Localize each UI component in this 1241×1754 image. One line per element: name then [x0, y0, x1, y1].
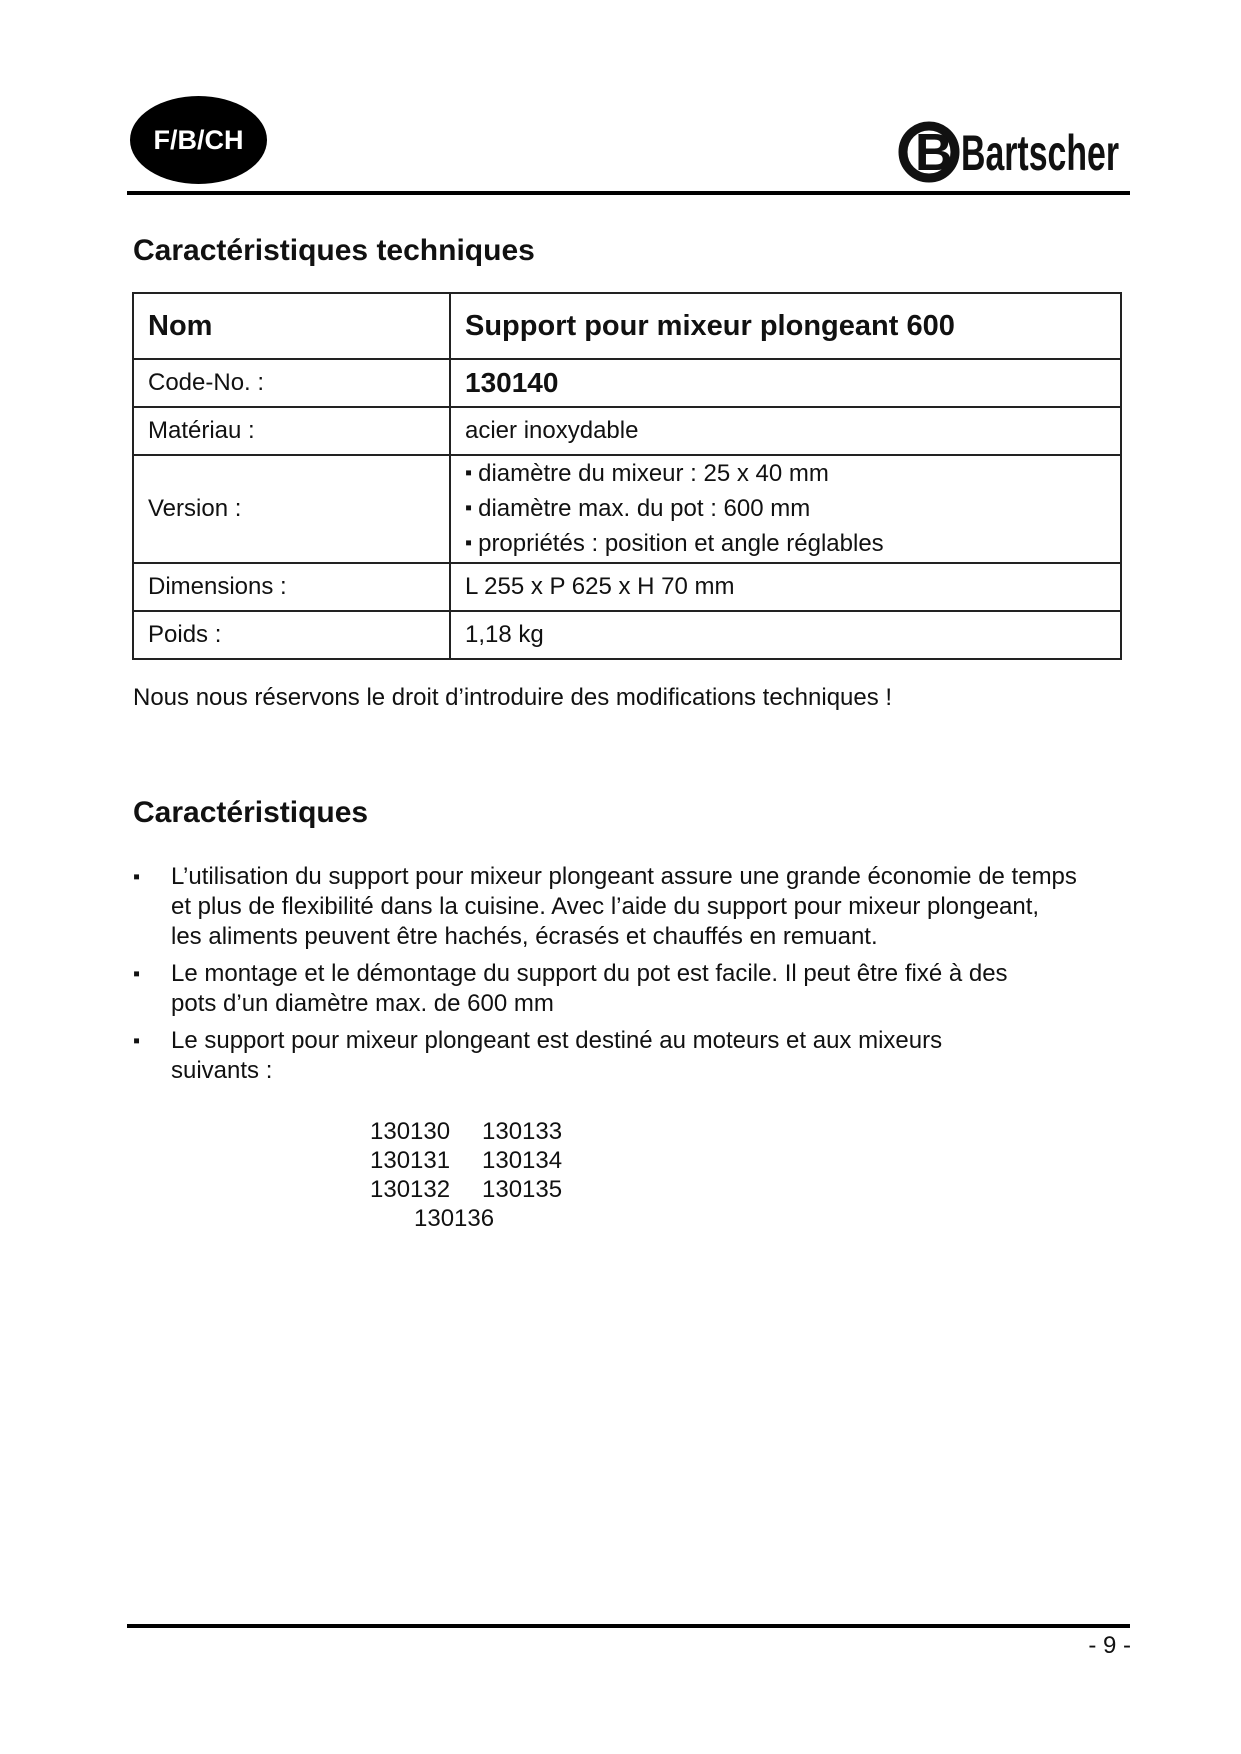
bartscher-logo: [893, 108, 1123, 188]
version-list: [465, 457, 1106, 562]
row-key: Poids :: [133, 611, 450, 659]
specs-title: Caractéristiques techniques: [133, 234, 535, 267]
row-value: acier inoxydable: [450, 407, 1121, 455]
features-list: [133, 862, 1133, 1093]
table-row: [133, 359, 1121, 407]
header-rule: [127, 191, 1130, 195]
feature-line: les aliments peuvent être hachés, écrasés et chauffés en remuant.: [171, 923, 878, 950]
list-item: ▪ diamètre du mixeur : 25 x 40 mm: [465, 457, 1106, 492]
code-item: 130134: [482, 1147, 563, 1174]
table-row: [133, 407, 1121, 455]
list-item: [133, 862, 1133, 952]
feature-line: Le support pour mixeur plongeant est destiné au moteurs et aux mixeurs: [171, 1027, 943, 1054]
bullet-icon: ▪: [133, 963, 141, 985]
row-key: Dimensions :: [133, 563, 450, 611]
code-item: 130136: [414, 1205, 495, 1232]
row-value: 1,18 kg: [450, 611, 1121, 659]
technical-note: Nous nous réservons le droit d’introduire des modifications techniques !: [133, 684, 893, 711]
feature-line: Le montage et le démontage du support du pot est facile. Il peut être fixé à des: [171, 960, 1008, 987]
region-badge-label: F/B/CH: [153, 124, 244, 155]
svg-text:B: B: [915, 124, 953, 182]
specs-table: [132, 292, 1122, 660]
table-row: [133, 563, 1121, 611]
codes-row: [370, 1117, 594, 1146]
row-key: Code-No. :: [133, 359, 450, 407]
page-number: - 9 -: [1088, 1632, 1131, 1659]
table-row: [133, 455, 1121, 563]
table-row: [133, 293, 1121, 359]
code-item: 130130: [370, 1118, 451, 1145]
table-row: [133, 611, 1121, 659]
row-value: [450, 455, 1121, 563]
feature-line: pots d’un diamètre max. de 600 mm: [171, 990, 554, 1017]
footer-rule: [127, 1624, 1130, 1628]
row-value: 130140: [450, 359, 1121, 407]
table-head-value: Support pour mixeur plongeant 600: [450, 293, 1121, 359]
list-item: ▪ diamètre max. du pot : 600 mm: [465, 492, 1106, 527]
bullet-icon: ▪: [133, 866, 141, 888]
features-title: Caractéristiques: [133, 796, 369, 829]
row-value: L 255 x P 625 x H 70 mm: [450, 563, 1121, 611]
row-key: Version :: [133, 455, 450, 563]
list-item: [133, 959, 1133, 1019]
codes-row: [370, 1175, 594, 1204]
list-item: [133, 1026, 1133, 1086]
codes-row: [370, 1146, 594, 1175]
code-item: 130135: [482, 1176, 563, 1203]
feature-line: L’utilisation du support pour mixeur plongeant assure une grande économie de temps: [171, 863, 1077, 890]
feature-line: et plus de flexibilité dans la cuisine. Avec l’aide du support pour mixeur plongeant,: [171, 893, 1040, 920]
code-item: 130133: [482, 1118, 563, 1145]
table-head-key: Nom: [133, 293, 450, 359]
region-badge: [130, 96, 267, 184]
feature-line: suivants :: [171, 1057, 273, 1084]
codes-row: [370, 1204, 594, 1233]
code-item: 130131: [370, 1147, 451, 1174]
list-item: ▪ propriétés : position et angle réglables: [465, 527, 1106, 562]
compatible-codes: [370, 1117, 594, 1233]
brand-text: Bartscher: [961, 125, 1119, 181]
bullet-icon: ▪: [133, 1030, 141, 1052]
code-item: 130132: [370, 1176, 451, 1203]
row-key: Matériau :: [133, 407, 450, 455]
